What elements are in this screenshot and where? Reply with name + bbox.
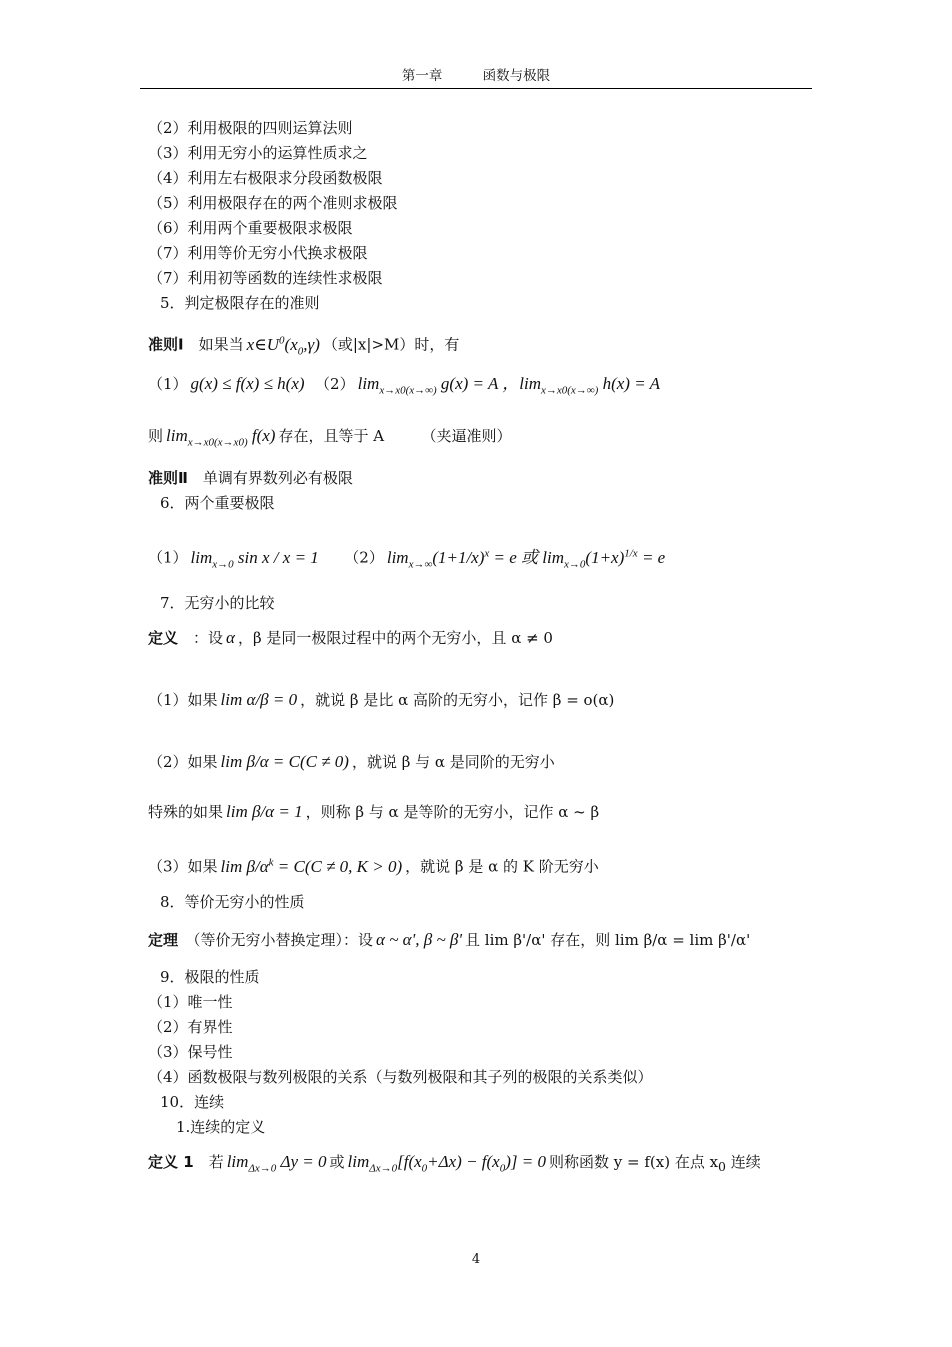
text: （2）有界性 bbox=[148, 1018, 233, 1036]
text: （2）如果 bbox=[148, 753, 218, 771]
text-line-l4 bbox=[148, 193, 398, 213]
text-line-l14 bbox=[148, 543, 668, 574]
text: ，则称 β 与 α 是等阶的无穷小，记作 α ~ β bbox=[305, 803, 600, 821]
text: 单调有界数列必有极限 bbox=[202, 469, 353, 487]
label: 定义 bbox=[148, 629, 179, 647]
text: ：设 bbox=[193, 629, 224, 647]
text: 特殊的如果 bbox=[148, 803, 224, 821]
formula: $\lim_{\Delta x\to 0} \Delta y = 0$ bbox=[226, 1152, 327, 1175]
text-line-l3 bbox=[148, 168, 383, 188]
text-line-l21 bbox=[160, 892, 305, 912]
text: （6）利用两个重要极限求极限 bbox=[148, 219, 353, 237]
text: （3）保号性 bbox=[148, 1043, 233, 1061]
text: （7）利用初等函数的连续性求极限 bbox=[148, 269, 383, 287]
text: 1.连续的定义 bbox=[176, 1118, 266, 1136]
text-line-l15 bbox=[160, 593, 275, 613]
label: 准则Ⅰ bbox=[148, 335, 184, 354]
text: 10．连续 bbox=[160, 1093, 225, 1111]
text-line-l7 bbox=[148, 268, 383, 288]
formula: α bbox=[226, 628, 235, 647]
text-line-l2 bbox=[148, 143, 368, 163]
text: （3）如果 bbox=[148, 857, 218, 876]
text-line-l13 bbox=[160, 493, 275, 513]
text: （2） bbox=[307, 375, 355, 393]
text: 8．等价无穷小的性质 bbox=[160, 893, 305, 911]
text-line-l27 bbox=[148, 1067, 653, 1087]
text-line-l9 bbox=[148, 330, 459, 361]
text: 6．两个重要极限 bbox=[160, 494, 275, 512]
text-line-l25 bbox=[148, 1017, 233, 1037]
text: ，就说 β 是 α 的 K 阶无穷小 bbox=[405, 857, 599, 876]
text-line-l8 bbox=[160, 293, 320, 313]
text: 或 bbox=[329, 1153, 345, 1171]
text: ，β 是同一极限过程中的两个无穷小，且 α ≠ 0 bbox=[237, 629, 553, 647]
formula: lim β/α = 1 bbox=[226, 802, 303, 821]
chapter-label: 第一章 bbox=[401, 68, 443, 84]
text: 5．判定极限存在的准则 bbox=[160, 294, 320, 312]
text-line-l16 bbox=[148, 628, 553, 648]
text-line-l11 bbox=[148, 426, 512, 452]
formula: $\lim_{x\to 0} \sin x / x = 1$ bbox=[190, 547, 319, 571]
text-line-l23 bbox=[160, 967, 260, 987]
text-line-l24 bbox=[148, 992, 233, 1012]
text-line-l18 bbox=[148, 752, 555, 772]
text: 7．无穷小的比较 bbox=[160, 594, 275, 612]
text: （4）利用左右极限求分段函数极限 bbox=[148, 169, 383, 187]
text-line-l28 bbox=[160, 1092, 224, 1112]
formula: $x\in U^0(x_0,\gamma)$ bbox=[246, 334, 320, 358]
formula: $\lim_{x\to x0(x\to\infty)} g(x) = A$ ，$\lim_{x\to x0(x\to\infty)} h(x) = A$ bbox=[357, 374, 660, 397]
formula: $\lim_{x\to x0(x\to x0)} f(x)$ bbox=[166, 426, 276, 449]
text-line-l12 bbox=[148, 468, 353, 488]
text: （等价无穷小替换定理）：设 bbox=[193, 931, 374, 949]
text: （2）利用极限的四则运算法则 bbox=[148, 119, 353, 137]
text-line-l19 bbox=[148, 802, 599, 822]
text: ，就说 β 是比 α 高阶的无穷小，记作 β = o(α) bbox=[300, 691, 615, 709]
text: （1） bbox=[148, 375, 188, 393]
text: 则 bbox=[148, 427, 164, 445]
text-line-l22 bbox=[148, 930, 750, 950]
text: （1）如果 bbox=[148, 691, 218, 709]
formula: $\lim_{\Delta x\to 0}[f(x_0+\Delta x) - f(x_0)] = 0$ bbox=[347, 1152, 546, 1175]
text-line-l26 bbox=[148, 1042, 233, 1062]
text-line-l5 bbox=[148, 218, 353, 238]
text: （3）利用无穷小的运算性质求之 bbox=[148, 144, 368, 162]
page-number: 4 bbox=[471, 1252, 481, 1267]
text: （2） bbox=[321, 548, 384, 567]
text: 若 bbox=[208, 1153, 224, 1171]
text-line-l1 bbox=[148, 118, 353, 138]
formula: $\lim \beta/\alpha^k = C(C \ne 0$, K > 0) bbox=[220, 856, 403, 876]
formula: $\lim_{x\to\infty}(1+1/x)^x = e$ 或 $\lim_{x\to 0}(1+x)^{1/x} = e$ bbox=[386, 547, 666, 571]
chapter-title: 函数与极限 bbox=[482, 68, 551, 84]
text: 且 lim β'/α' 存在，则 lim β/α = lim β'/α' bbox=[465, 931, 751, 949]
label: 定理 bbox=[148, 931, 179, 949]
text: 9．极限的性质 bbox=[160, 968, 260, 986]
formula: lim α/β = 0 bbox=[220, 690, 298, 709]
text-line-l6 bbox=[148, 243, 368, 263]
text: （5）利用极限存在的两个准则求极限 bbox=[148, 194, 398, 212]
text: （1） bbox=[148, 548, 188, 567]
text: （1）唯一性 bbox=[148, 993, 233, 1011]
text-line-l17 bbox=[148, 690, 614, 710]
text-line-l30 bbox=[148, 1152, 761, 1178]
text: （7）利用等价无穷小代换求极限 bbox=[148, 244, 368, 262]
text-line-l29 bbox=[176, 1117, 265, 1137]
text-line-l10 bbox=[148, 374, 663, 400]
formula: lim β/α = C(C ≠ 0) bbox=[220, 752, 349, 771]
text: 如果当 bbox=[198, 335, 244, 354]
text: 则称函数 y = f(x) 在点 $x_0$ 连续 bbox=[548, 1153, 761, 1174]
text: 存在，且等于 A （夹逼准则） bbox=[278, 427, 512, 445]
formula: α ~ α', β ~ β' bbox=[376, 930, 462, 949]
text-line-l20 bbox=[148, 852, 599, 877]
label: 定义 1 bbox=[148, 1153, 194, 1171]
text: （4）函数极限与数列极限的关系（与数列极限和其子列的极限的关系类似） bbox=[148, 1068, 653, 1086]
page-header bbox=[140, 66, 812, 89]
formula: g(x) ≤ f(x) ≤ h(x) bbox=[190, 374, 305, 393]
label: 准则Ⅱ bbox=[148, 469, 188, 487]
text: ，就说 β 与 α 是同阶的无穷小 bbox=[351, 753, 555, 771]
text: （或|x|>M）时，有 bbox=[322, 335, 460, 354]
